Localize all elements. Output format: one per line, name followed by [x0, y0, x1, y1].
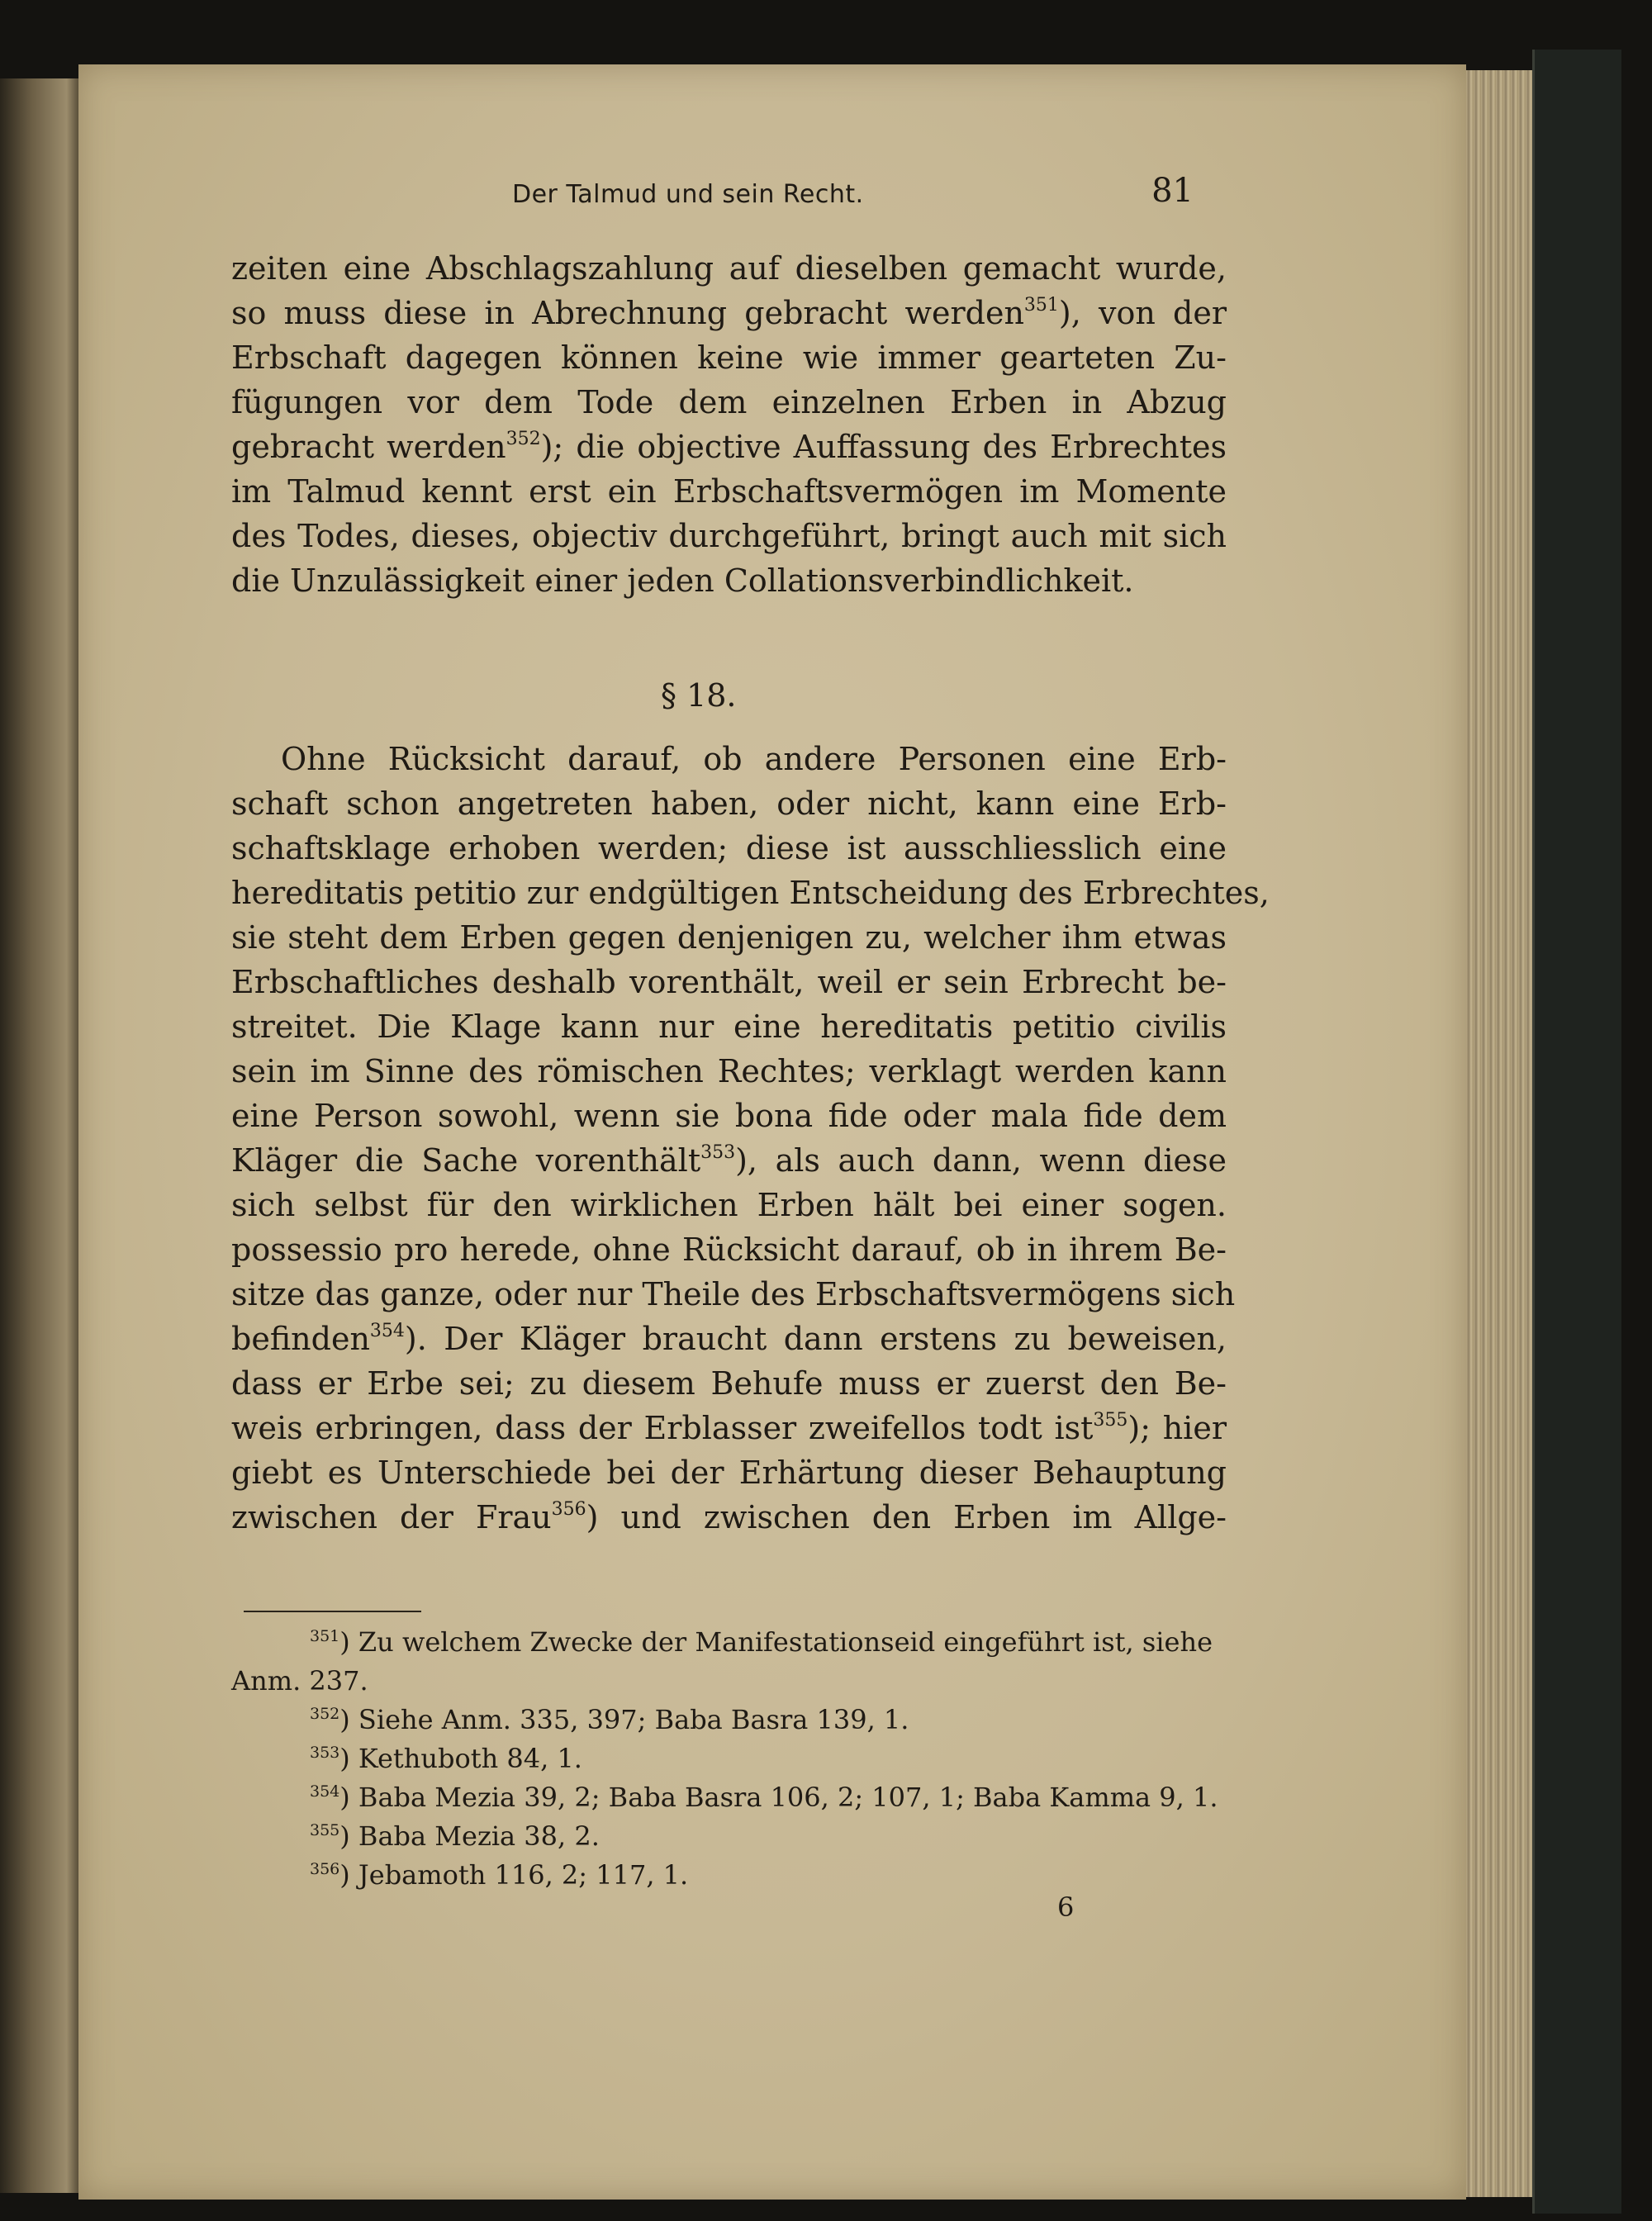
text-line	[231, 1317, 1227, 1361]
text-span: gebracht werden	[231, 429, 506, 465]
footnote-number: 354	[310, 1782, 340, 1801]
text-line: sein im Sinne des römischen Rechtes; verklagt werden kann	[231, 1053, 1227, 1089]
text-line: possessio pro herede, ohne Rücksicht darauf, ob in ihrem Be-	[231, 1232, 1227, 1268]
text-span: Kläger die Sache vorenthält	[231, 1142, 701, 1179]
footnote-text: ) Kethuboth 84, 1.	[339, 1743, 582, 1774]
text-line: Erbschaft dagegen können keine wie immer gearteten Zu-	[231, 339, 1227, 376]
paragraph-1	[231, 246, 1227, 603]
footnote-ref: 354	[369, 1321, 405, 1341]
text-line	[231, 1138, 1227, 1183]
paragraph-2	[231, 737, 1270, 1540]
footnote-text: ) Siehe Anm. 335, 397; Baba Basra 139, 1.	[339, 1704, 909, 1735]
footnote-number: 351	[310, 1627, 340, 1645]
book-cover	[1532, 50, 1621, 2214]
footnote-number: 355	[310, 1821, 340, 1839]
text-span: ); hier	[1127, 1410, 1227, 1446]
footnote-text: ) Jebamoth 116, 2; 117, 1.	[339, 1859, 689, 1891]
footnote-356	[231, 1856, 1227, 1895]
footnote-355	[231, 1817, 1227, 1856]
text-line: des Todes, dieses, objectiv durchgeführt, bringt auch mit sich	[231, 518, 1227, 554]
text-line	[231, 1495, 1227, 1540]
text-line: Ohne Rücksicht darauf, ob andere Personen eine Erb-	[281, 741, 1227, 777]
footnote-351	[231, 1623, 1227, 1662]
running-head: Der Talmud und sein Recht.	[512, 180, 864, 209]
footnote-text: ) Baba Mezia 39, 2; Baba Basra 106, 2; 107, 1; Baba Kamma 9, 1.	[339, 1782, 1218, 1813]
text-span: weis erbringen, dass der Erblasser zweifellos todt ist	[231, 1410, 1094, 1446]
text-line	[231, 291, 1227, 335]
footnote-number: 352	[310, 1705, 340, 1723]
text-line: eine Person sowohl, wenn sie bona fide oder mala fide dem	[231, 1098, 1227, 1134]
footnote-divider	[244, 1611, 421, 1612]
footnote-354	[231, 1778, 1227, 1817]
signature-mark: 6	[1057, 1891, 1075, 1923]
footnote-number: 356	[310, 1860, 340, 1878]
text-span: ); die objective Auffassung des Erbrechtes	[540, 429, 1227, 465]
text-span: zwischen der Frau	[231, 1499, 552, 1535]
footnote-ref: 351	[1023, 295, 1059, 316]
text-span: ), als auch dann, wenn diese	[735, 1142, 1227, 1179]
text-line	[231, 1406, 1227, 1450]
footnote-text: ) Baba Mezia 38, 2.	[339, 1820, 600, 1852]
page-number: 81	[1151, 172, 1194, 210]
text-line: die Unzulässigkeit einer jeden Collationsverbindlichkeit.	[231, 562, 1134, 599]
text-line: schaftsklage erhoben werden; diese ist ausschliesslich eine	[231, 830, 1227, 866]
footnote-number: 353	[310, 1744, 340, 1762]
text-line: sitze das ganze, oder nur Theile des Erbschaftsvermögens sich	[231, 1276, 1236, 1312]
footnote-ref: 352	[506, 429, 541, 449]
text-line: zeiten eine Abschlagszahlung auf dieselben gemacht wurde,	[231, 250, 1227, 287]
text-line: fügungen vor dem Tode dem einzelnen Erben in Abzug	[231, 384, 1227, 420]
left-page-edge	[0, 78, 78, 2193]
text-line: im Talmud kennt erst ein Erbschaftsvermögen im Momente	[231, 473, 1227, 510]
footnote-ref: 355	[1093, 1410, 1128, 1431]
text-line: giebt es Unterschiede bei der Erhärtung dieser Behauptung	[231, 1455, 1227, 1491]
text-span: ) und zwischen den Erben im Allge-	[586, 1499, 1227, 1535]
footnote-ref: 356	[551, 1499, 586, 1520]
footnote-ref: 353	[700, 1142, 736, 1163]
page-fore-edge	[1466, 70, 1532, 2197]
text-line: streitet. Die Klage kann nur eine hereditatis petitio civilis	[231, 1008, 1227, 1045]
text-line: schaft schon angetreten haben, oder nicht, kann eine Erb-	[231, 785, 1227, 822]
section-heading: § 18.	[661, 677, 737, 714]
footnote-352	[231, 1701, 1227, 1739]
page-header	[231, 172, 1227, 213]
text-line: sie steht dem Erben gegen denjenigen zu, welcher ihm etwas	[231, 919, 1227, 956]
footnotes	[231, 1623, 1227, 1895]
footnote-text: ) Zu welchem Zwecke der Manifestationseid eingeführt ist, siehe	[339, 1626, 1213, 1658]
text-line: dass er Erbe sei; zu diesem Behufe muss er zuerst den Be-	[231, 1365, 1227, 1402]
text-span: ), von der	[1058, 295, 1227, 331]
text-line: sich selbst für den wirklichen Erben hält bei einer sogen.	[231, 1187, 1227, 1223]
footnote-353	[231, 1739, 1227, 1778]
text-line: hereditatis petitio zur endgültigen Entscheidung des Erbrechtes,	[231, 875, 1270, 911]
text-line: Erbschaftliches deshalb vorenthält, weil er sein Erbrecht be-	[231, 964, 1227, 1000]
text-span: ). Der Kläger braucht dann erstens zu beweisen,	[404, 1321, 1227, 1357]
text-span: befinden	[231, 1321, 370, 1357]
text-line	[231, 425, 1227, 469]
footnote-351-continued: Anm. 237.	[231, 1665, 368, 1697]
text-span: so muss diese in Abrechnung gebracht werden	[231, 295, 1024, 331]
